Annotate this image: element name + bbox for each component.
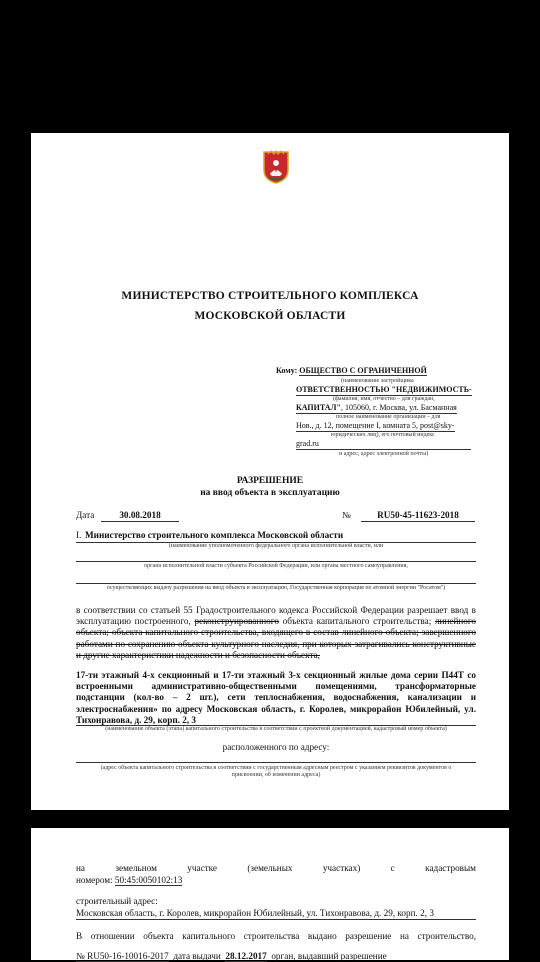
addressee-hint-5: и адрес, адрес электронной почты)	[339, 451, 429, 457]
addressee-line-1: ОБЩЕСТВО С ОГРАНИЧЕННОЙ	[299, 366, 427, 375]
section-1-number: I.	[76, 530, 82, 540]
legal-basis-paragraph: в соответствии со статьей 55 Градостроительного кодекса Российской Федерации разрешает ввод в эксплуатацию построенного, реконструированного объекта капитального строительства; линейного объекта; объекта капитального строительства, входящего в состав линейного объекта; завершенного работами по сохранению объекта культурного наследия, при которых затрагивались конструктивные и другие характеристики надежности и безопасности объекта,	[76, 605, 477, 660]
document-page-1	[31, 133, 509, 810]
hint-address-1: (адрес объекта капитального строительства в соответствии с государственным адресным реестром с указанием реквизитов документов о	[100, 765, 452, 771]
number-value: RU50-45-11623-2018	[361, 510, 475, 522]
hint-org-3: осуществляющих выдачу разрешения на ввод объекта в эксплуатацию, Государственная корпорация по атомной энергии "Росатом")	[106, 585, 446, 591]
permit-date: 28.12.2017	[225, 951, 267, 961]
date-label: Дата	[76, 510, 95, 520]
addressee-hint-1: (наименование застройщика	[341, 378, 414, 384]
cadastral-row: номером: 50:45:0050102:13	[76, 875, 183, 885]
hint-object: (наименование объекта (этапа) капитального строительства в соответствии с проектной документацией, кадастровый номер объекта)	[105, 726, 447, 732]
document-title: РАЗРЕШЕНИЕ	[236, 476, 304, 486]
ministry-title-line-2: МОСКОВСКОЙ ОБЛАСТИ	[194, 310, 346, 322]
permit-details-row: № RU50-16-10016-2017 дата выдачи 28.12.2017 орган, выдавший разрешение	[76, 951, 387, 961]
moscow-oblast-coat-of-arms-icon	[261, 150, 291, 184]
ministry-title-line-1: МИНИСТЕРСТВО СТРОИТЕЛЬНОГО КОМПЛЕКСА	[121, 290, 419, 302]
document-page-2	[31, 828, 509, 960]
hint-address-2: присвоении, об изменении адреса)	[231, 772, 321, 778]
construction-address-value: Московская область, г. Королев, микрорайон Юбилейный, ул. Тихонравова, д. 29, корп. 2, 3	[76, 908, 476, 920]
to-label: Кому:	[276, 366, 298, 375]
located-at-label: расположенного по адресу:	[222, 742, 330, 752]
object-description: 17-ти этажный 4-х секционный и 17-ти этажный 3-х секционный жилые дома серии П44Т со встроенными административно-общественными помещениями, трансформаторные подстанции (кол-во – 2 шт.), сети теплоснабжения, водоснабжения, канализации и электроснабжения» по адресу Московская область, г. Королев, микрорайон Юбилейный, ул. Тихонравова, д. 29, корп. 2, 3	[76, 670, 476, 725]
hint-org-1: (наименование уполномоченного федерального органа исполнительной власти, или	[168, 543, 384, 549]
section-1-org: Министерство строительного комплекса Московской области	[85, 530, 344, 540]
addressee-line-2: ОТВЕТСТВЕННОСТЬЮ "НЕДВИЖИМОСТЬ-	[296, 385, 472, 394]
addressee-hint-4: юридических лиц), его почтовый индекс	[331, 432, 435, 438]
hint-org-2: органа исполнительной власти субъекта Российской Федерации, или органа местного самоуправления,	[144, 563, 408, 569]
addressee-line-3: КАПИТАЛ", 105060, г. Москва, ул. Басманная	[296, 403, 457, 412]
permit-line: В отношении объекта капитального строительства выдано разрешение на строительство,	[76, 931, 476, 941]
construction-address-label: строительный адрес:	[76, 896, 158, 906]
addressee-block	[276, 366, 427, 376]
addressee-hint-2: (фамилия, имя, отчество – для граждан,	[333, 396, 435, 402]
cadastral-number: 50:45:0050102:13	[114, 875, 183, 885]
date-value: 30.08.2018	[101, 510, 179, 522]
addressee-line-4: Нов., д. 12, помещение I, комната 5, post@sky-	[296, 421, 455, 430]
permit-number: № RU50-16-10016-2017	[76, 951, 169, 961]
number-label: №	[342, 510, 351, 520]
addressee-hint-3: полное наименование организации – для	[336, 414, 441, 420]
land-plot-line: на земельном участке (земельных участках) с кадастровым	[76, 863, 476, 873]
addressee-line-5: grad.ru	[296, 439, 319, 448]
document-subtitle: на ввод объекта в эксплуатацию	[200, 488, 340, 498]
